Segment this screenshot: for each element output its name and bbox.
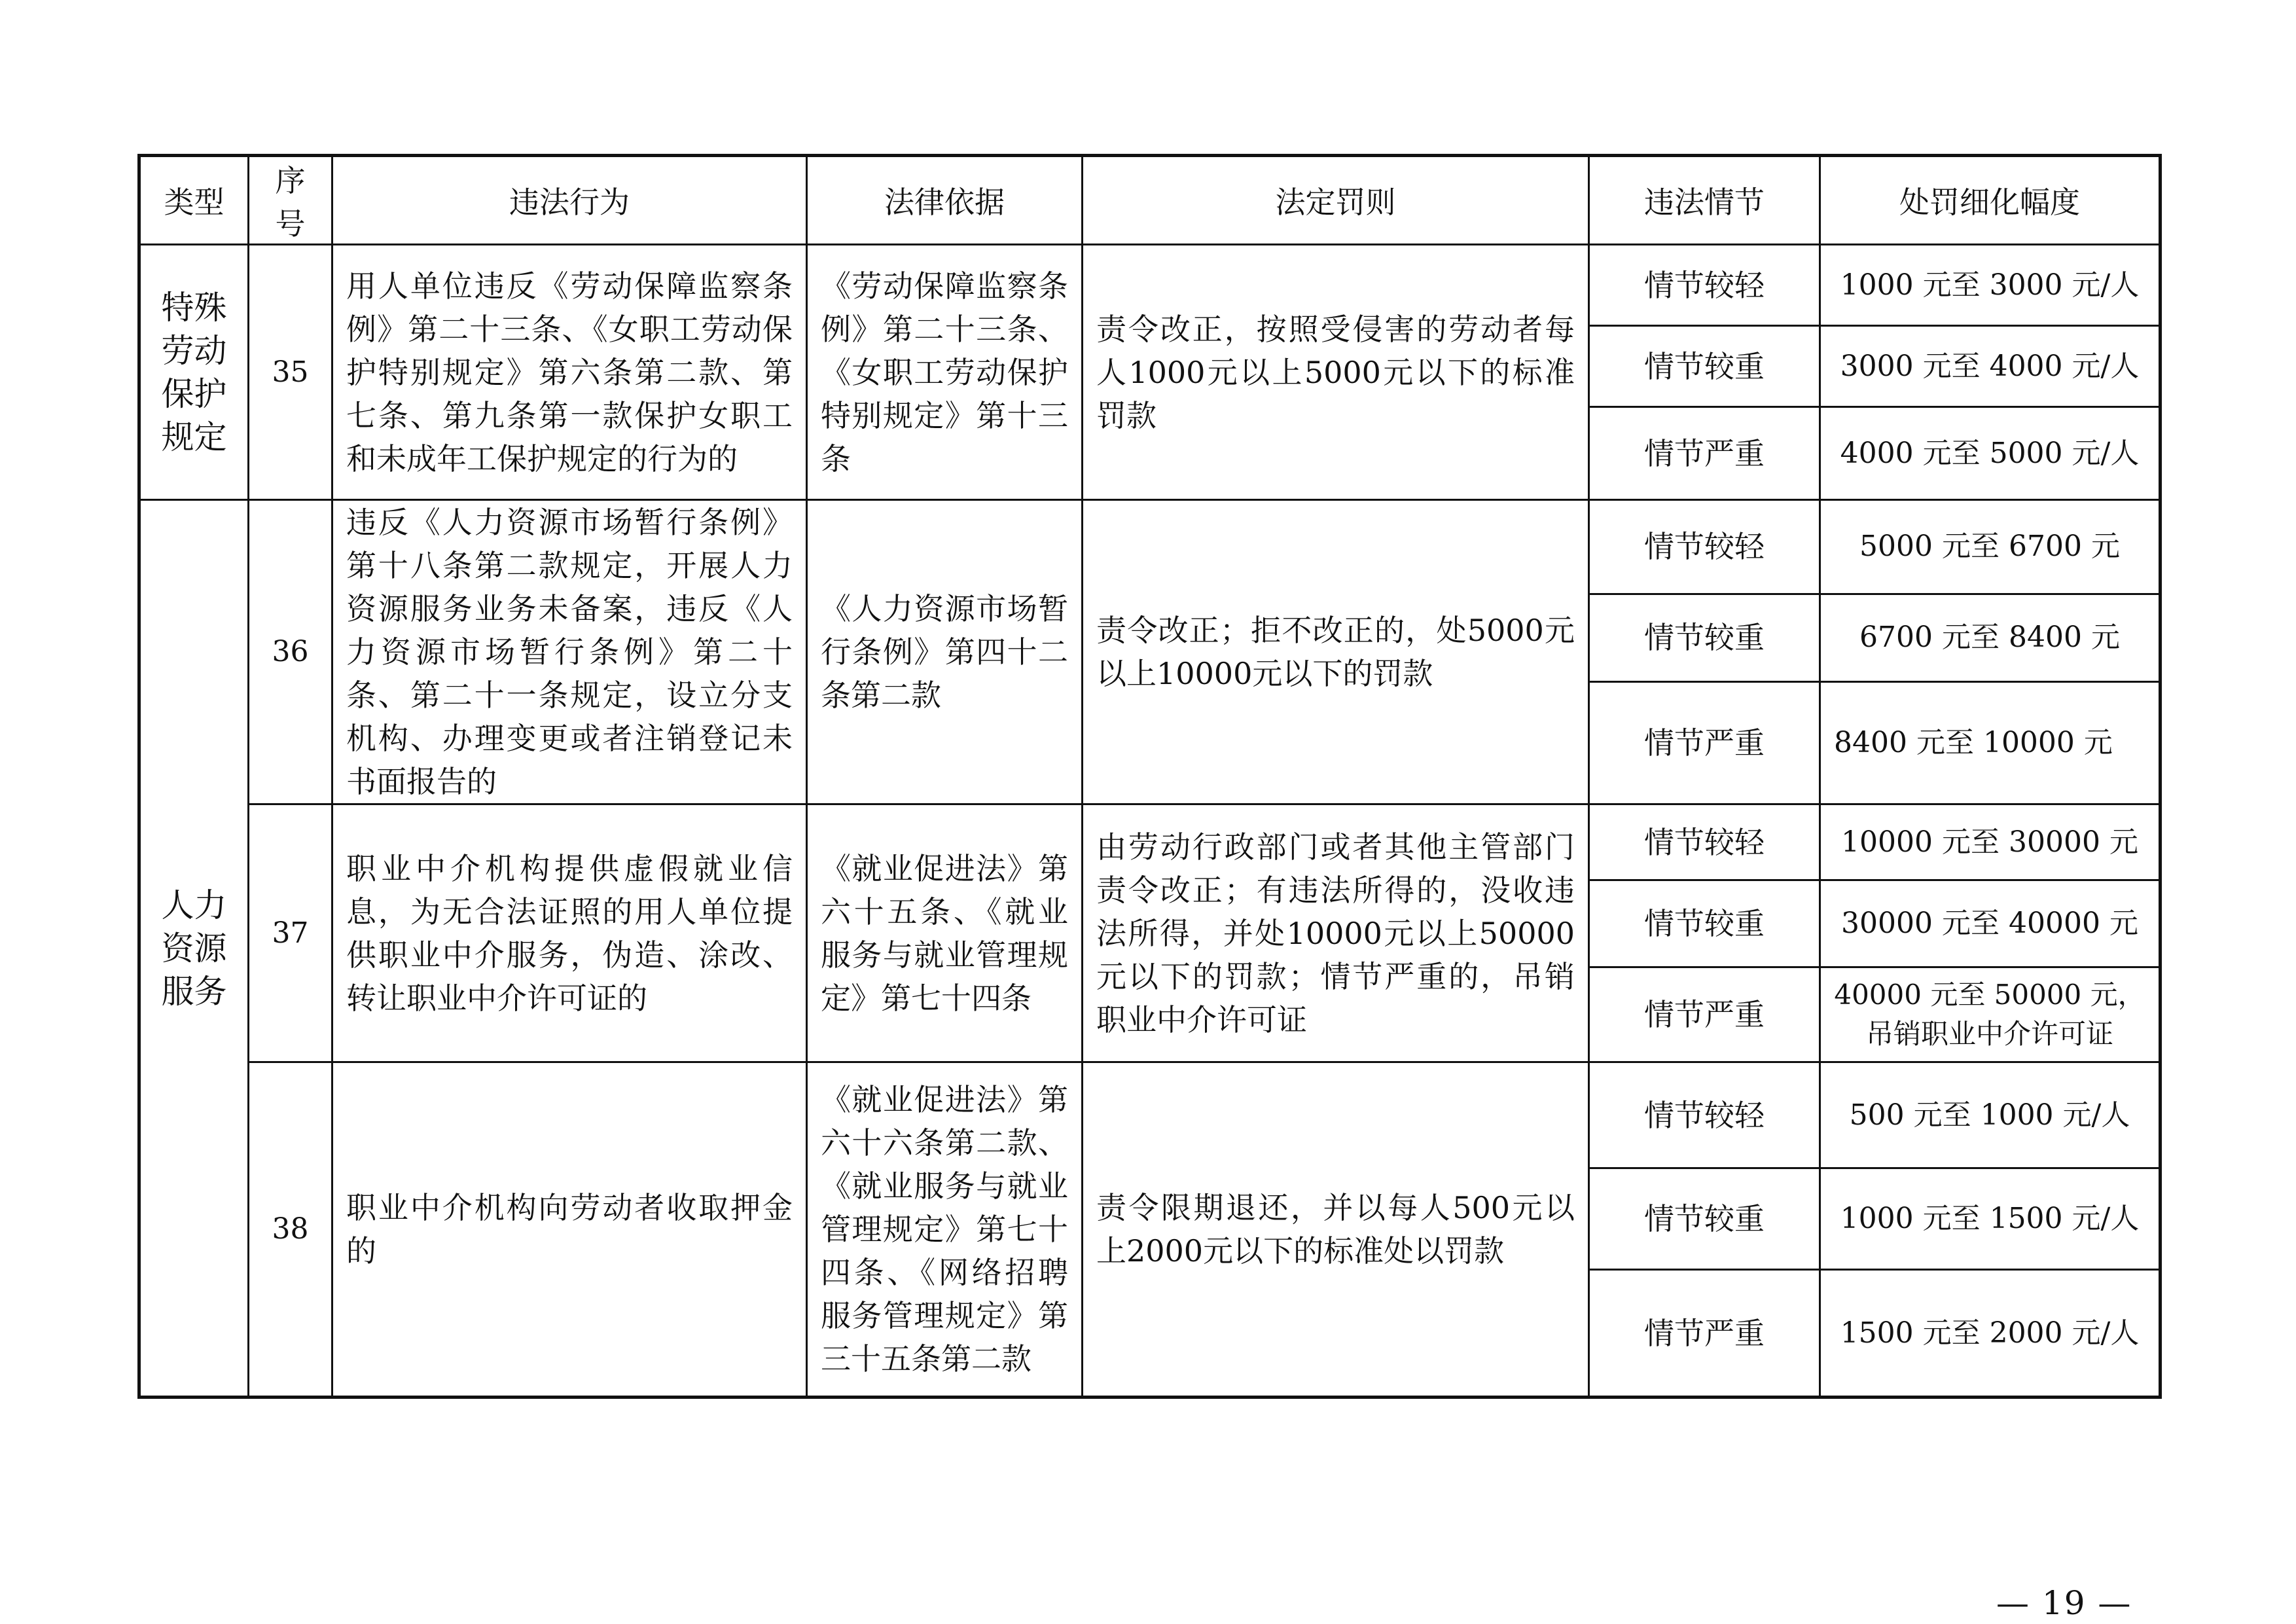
range-cell: 40000 元至 50000 元，吊销职业中介许可证	[1820, 967, 2161, 1062]
range-cell: 1000 元至 3000 元/人	[1820, 245, 2161, 326]
violation-cell: 违反《人力资源市场暂行条例》第十八条第二款规定，开展人力资源服务业务未备案，违反《人力资源市场暂行条例》第二十条、第二十一条规定，设立分支机构、办理变更或者注销登记未书面报告的	[332, 500, 807, 804]
seq-cell: 35	[249, 245, 332, 500]
header-type: 类型	[139, 156, 249, 245]
table-row	[139, 1062, 2161, 1168]
penalty-table	[137, 154, 2162, 1399]
violation-cell: 职业中介机构提供虚假就业信息，为无合法证照的用人单位提供职业中介服务，伪造、涂改、转让职业中介许可证的	[332, 804, 807, 1062]
header-circumstance: 违法情节	[1589, 156, 1820, 245]
basis-cell: 《就业促进法》第六十六条第二款、《就业服务与就业管理规定》第七十四条、《网络招聘服务管理规定》第三十五条第二款	[807, 1062, 1083, 1398]
header-penalty: 法定罚则	[1083, 156, 1589, 245]
circumstance-cell: 情节较重	[1589, 1168, 1820, 1270]
circumstance-cell: 情节严重	[1589, 967, 1820, 1062]
seq-cell: 36	[249, 500, 332, 804]
basis-cell: 《就业促进法》第六十五条、《就业服务与就业管理规定》第七十四条	[807, 804, 1083, 1062]
circumstance-cell: 情节较轻	[1589, 804, 1820, 880]
page-number: — 19 —	[1996, 1584, 2132, 1622]
circumstance-cell: 情节较重	[1589, 880, 1820, 967]
range-cell: 6700 元至 8400 元	[1820, 594, 2161, 681]
range-cell: 1000 元至 1500 元/人	[1820, 1168, 2161, 1270]
violation-cell: 职业中介机构向劳动者收取押金的	[332, 1062, 807, 1398]
circumstance-cell: 情节较轻	[1589, 245, 1820, 326]
penalty-cell: 责令改正；拒不改正的，处5000元以上10000元以下的罚款	[1083, 500, 1589, 804]
type-label: 特殊劳动保护规定	[161, 288, 227, 456]
type-cell	[139, 245, 249, 500]
circumstance-cell: 情节严重	[1589, 1270, 1820, 1398]
seq-cell: 38	[249, 1062, 332, 1398]
type-cell	[139, 500, 249, 1398]
range-cell: 500 元至 1000 元/人	[1820, 1062, 2161, 1168]
table-row	[139, 500, 2161, 594]
range-cell: 8400 元至 10000 元	[1820, 681, 2161, 804]
range-cell: 30000 元至 40000 元	[1820, 880, 2161, 967]
basis-cell: 《劳动保障监察条例》第二十三条、《女职工劳动保护特别规定》第十三条	[807, 245, 1083, 500]
header-basis: 法律依据	[807, 156, 1083, 245]
table-row	[139, 245, 2161, 326]
range-cell: 3000 元至 4000 元/人	[1820, 326, 2161, 407]
header-seq: 序号	[249, 156, 332, 245]
circumstance-cell: 情节较重	[1589, 594, 1820, 681]
range-cell: 1500 元至 2000 元/人	[1820, 1270, 2161, 1398]
circumstance-cell: 情节较轻	[1589, 500, 1820, 594]
circumstance-cell: 情节较轻	[1589, 1062, 1820, 1168]
penalty-cell: 由劳动行政部门或者其他主管部门责令改正；有违法所得的，没收违法所得，并处10000元以上50000元以下的罚款；情节严重的，吊销职业中介许可证	[1083, 804, 1589, 1062]
circumstance-cell: 情节严重	[1589, 681, 1820, 804]
circumstance-cell: 情节严重	[1589, 407, 1820, 500]
seq-cell: 37	[249, 804, 332, 1062]
circumstance-cell: 情节较重	[1589, 326, 1820, 407]
penalty-cell: 责令限期退还，并以每人500元以上2000元以下的标准处以罚款	[1083, 1062, 1589, 1398]
penalty-cell: 责令改正，按照受侵害的劳动者每人1000元以上5000元以下的标准罚款	[1083, 245, 1589, 500]
header-range: 处罚细化幅度	[1820, 156, 2161, 245]
range-cell: 10000 元至 30000 元	[1820, 804, 2161, 880]
violation-cell: 用人单位违反《劳动保障监察条例》第二十三条、《女职工劳动保护特别规定》第六条第二款、第七条、第九条第一款保护女职工和未成年工保护规定的行为的	[332, 245, 807, 500]
header-violation: 违法行为	[332, 156, 807, 245]
range-cell: 5000 元至 6700 元	[1820, 500, 2161, 594]
type-label: 人力资源服务	[161, 886, 227, 1011]
table-row	[139, 804, 2161, 880]
basis-cell: 《人力资源市场暂行条例》第四十二条第二款	[807, 500, 1083, 804]
header-row	[139, 156, 2161, 245]
range-cell: 4000 元至 5000 元/人	[1820, 407, 2161, 500]
